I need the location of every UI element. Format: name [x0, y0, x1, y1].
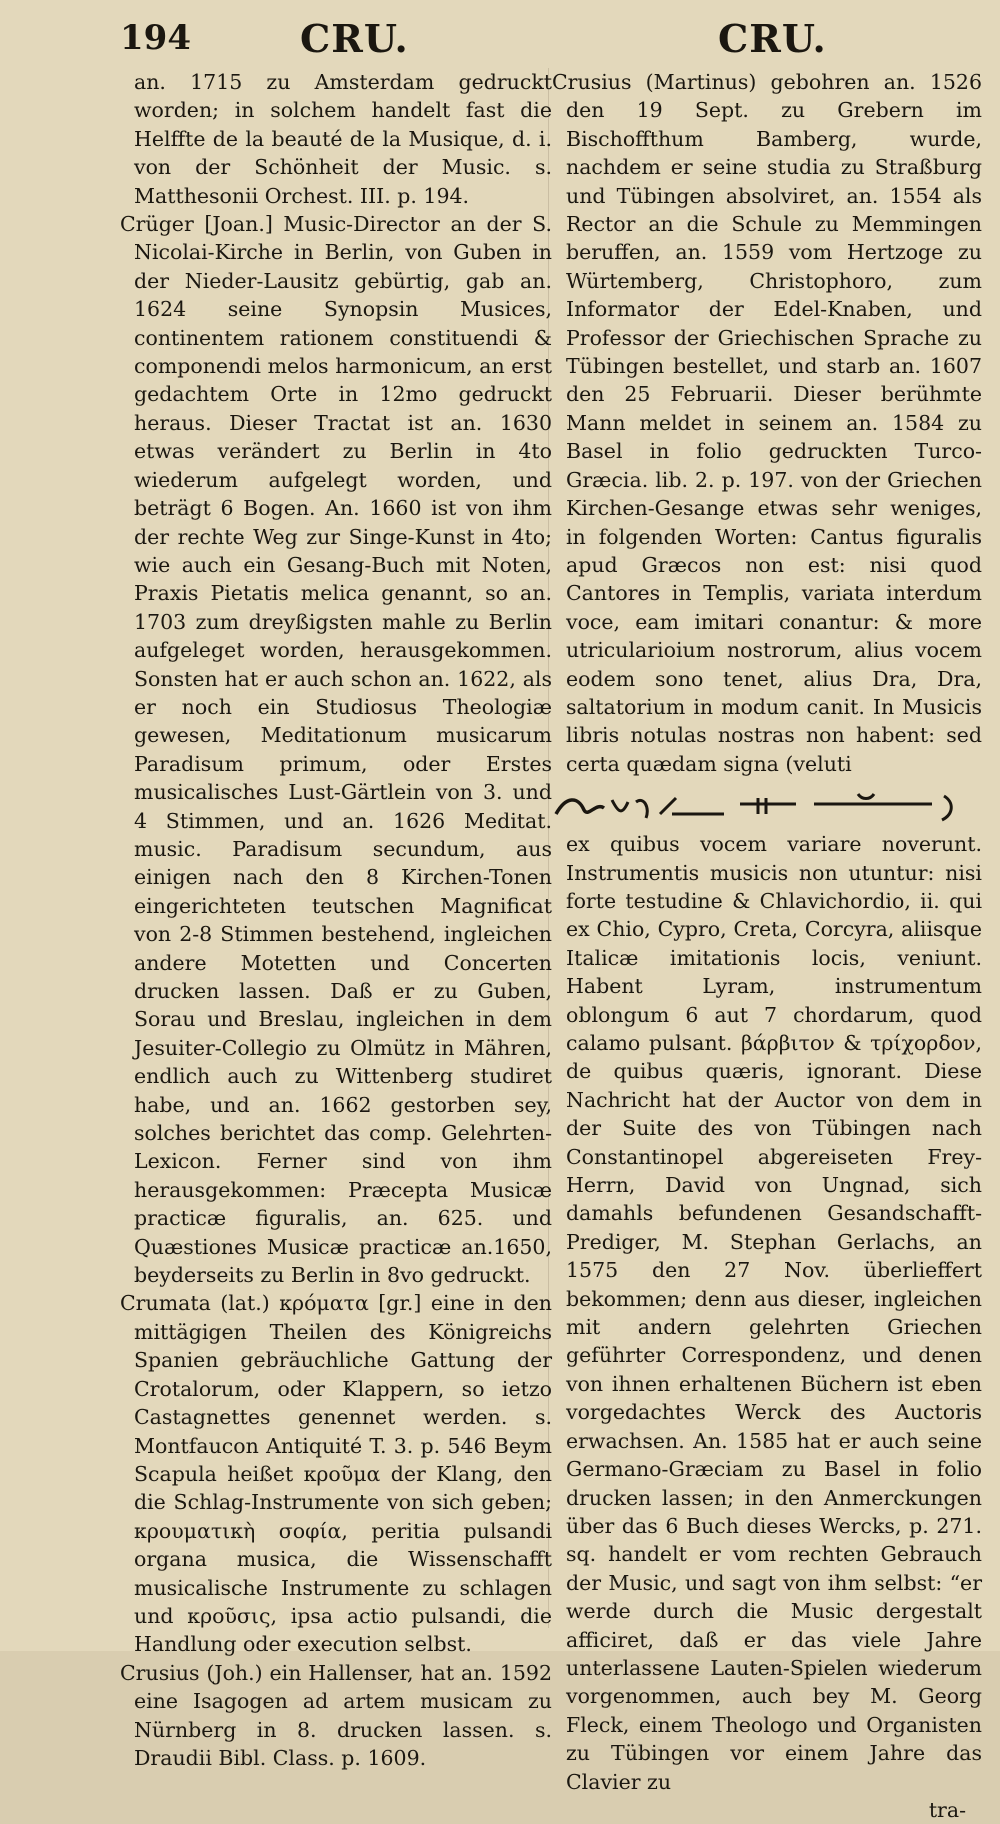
entry-crumata: Crumata (lat.) κρόματα [gr.] eine in den mittägigen Theilen des Königreichs Spanien gebräuchliche Gattung der Crotalorum, oder Klappern, so ietzo Castagnettes genennet werden. s. Montfaucon Antiquité T. 3. p. 546 Beym Scapula heißet κροῦμα der Klang, den die Schlag-Instrumente von sich geben; κρουματικὴ σοφία, peritia pulsandi organa musica, die Wissenschafft musicalische Instrumente zu schlagen und κροῦσις, ipsa actio pulsandi, die Handlung oder execution selbst. [120, 1291, 552, 1657]
catchword: tra- [928, 1797, 966, 1822]
entry-crusius-martinus: Crusius (Martinus) gebohren an. 1526 den 19 Sept. zu Grebern im Bischoffthum Bamberg, wurde, nachdem er seine studia zu Straßburg und Tübingen absolviret, an. 1554 als Rector an die Schule zu Memmingen beruffen, an. 1559 vom Hertzoge zu Würtemberg, Christophoro, zum Informator der Edel-Knaben, und Professor der Griechischen Sprache zu Tübingen bestellet, und starb an. 1607 den 25 Februarii. Dieser berühmte Mann meldet in seinem an. 1584 zu Basel in folio gedruckten Turco-Græcia. lib. 2. p. 197. von der Griechen Kirchen-Gesange etwas sehr weniges, in folgenden Worten: Cantus figuralis apud Græcos non est: nisi quod Cantores in Templis, variata interdum voce, eam imitari conantur: & more utricularioium nostrorum, alius vocem eodem sono tenet, alius Dra, Dra, saltatorium in modum canit. In Musicis libris notulas nostras non habent: sed certa quædam signa (veluti [552, 70, 982, 776]
neume-signs-icon [552, 792, 972, 822]
page-header [0, 8, 1000, 68]
running-head-right: CRU. [718, 16, 827, 61]
entry-cruger: Crüger [Joan.] Music-Director an der S. Nicolai-Kirche in Berlin, von Guben in der Nieder-Lausitz gebürtig, gab an. 1624 seine Synopsin Musices, continentem rationem constituendi & componendi melos harmonicum, an erst gedachtem Orte in 12mo gedruckt heraus. Dieser Tractat ist an. 1630 etwas verändert zu Berlin in 4to wiederum aufgelegt worden, und beträgt 6 Bogen. An. 1660 ist von ihm der rechte Weg zur Singe-Kunst in 4to; wie auch ein Gesang-Buch mit Noten, Praxis Pietatis melica genannt, so an. 1703 zum dreyßigsten mahle zu Berlin aufgeleget worden, herausgekommen. Sonsten hat er auch schon an. 1622, als er noch ein Studiosus Theologiæ gewesen, Meditationum musicarum Paradisum primum, oder Erstes musicalisches Lust-Gärtlein von 3. und 4 Stimmen, und an. 1626 Meditat. music. Paradisum secundum, aus einigen nach den 8 Kirchen-Tonen eingerichteten teutschen Magnificat von 2-8 Stimmen bestehend, ingleichen andere Motetten und Concerten drucken lassen. Daß er zu Guben, Sorau und Breslau, ingleichen in dem Jesuiter-Collegio zu Olmütz in Mähren, endlich auch zu Wittenberg studiret habe, und an. 1662 gestorben sey, solches berichtet das comp. Gelehrten-Lexicon. Ferner sind von ihm herausgekommen: Præcepta Musicæ practicæ figuralis, an. 625. und Quæstiones Musicæ practicæ an.1650, beyderseits zu Berlin in 8vo gedruckt. [120, 212, 552, 1288]
greek-neume-signs-image [552, 792, 982, 822]
entry-crusius-joh: Crusius (Joh.) ein Hallenser, hat an. 1592 eine Isagogen ad artem musicam zu Nürnberg in 8. drucken lassen. s. Draudii Bibl. Class. p. 1609. [120, 1660, 552, 1770]
entry-crusius-martinus-continued: ex quibus vocem variare noverunt. Instrumentis musicis non utuntur: nisi forte testudine & Chlavichordio, ii. qui ex Chio, Cypro, Creta, Corcyra, aliisque Italicæ imitationis locis, veniunt. Habent Lyram, instrumentum oblongum 6 aut 7 chordarum, quod calamo pulsant. βάρβιτον & τρίχορδον, de quibus quæris, ignorant. Diese Nachricht hat der Auctor von dem in der Suite des von Tübingen nach Constantinopel abgereiseten Frey-Herrn, David von Ungnad, sich damahls befundenen Gesandschafft-Prediger, M. Stephan Gerlachs, an 1575 den 27 Nov. überlieffert bekommen; denn aus dieser, ingleichen mit andern gelehrten Griechen geführter Correspondenz, und denen von ihnen erhaltenen Büchern ist eben vorgedachtes Werck des Auctoris erwachsen. An. 1585 hat er auch seine Germano-Græciam zu Basel in folio drucken lassen; in den Anmerckungen über das 6 Buch dieses Wercks, p. 271. sq. handelt er vom rechten Gebrauch der Music, und sagt von ihm selbst: “er werde durch die Music dergestalt afficiret, daß er das viele Jahre unterlassene Lauten-Spielen wiederum vorgenommen, auch bey M. Georg Fleck, einem Theologo und Organisten zu Tübingen vor einem Jahre das Clavier zu [566, 832, 982, 1794]
page-number: 194 [120, 18, 191, 58]
running-head-left: CRU. [300, 16, 409, 61]
entry-continuation: an. 1715 zu Amsterdam gedruckt worden; in solchem handelt fast die Helffte de la beauté de la Musique, d. i. von der Schönheit der Music. s. Matthesonii Orchest. III. p. 194. [134, 70, 552, 208]
right-column [552, 68, 982, 1824]
left-column [120, 68, 552, 1772]
